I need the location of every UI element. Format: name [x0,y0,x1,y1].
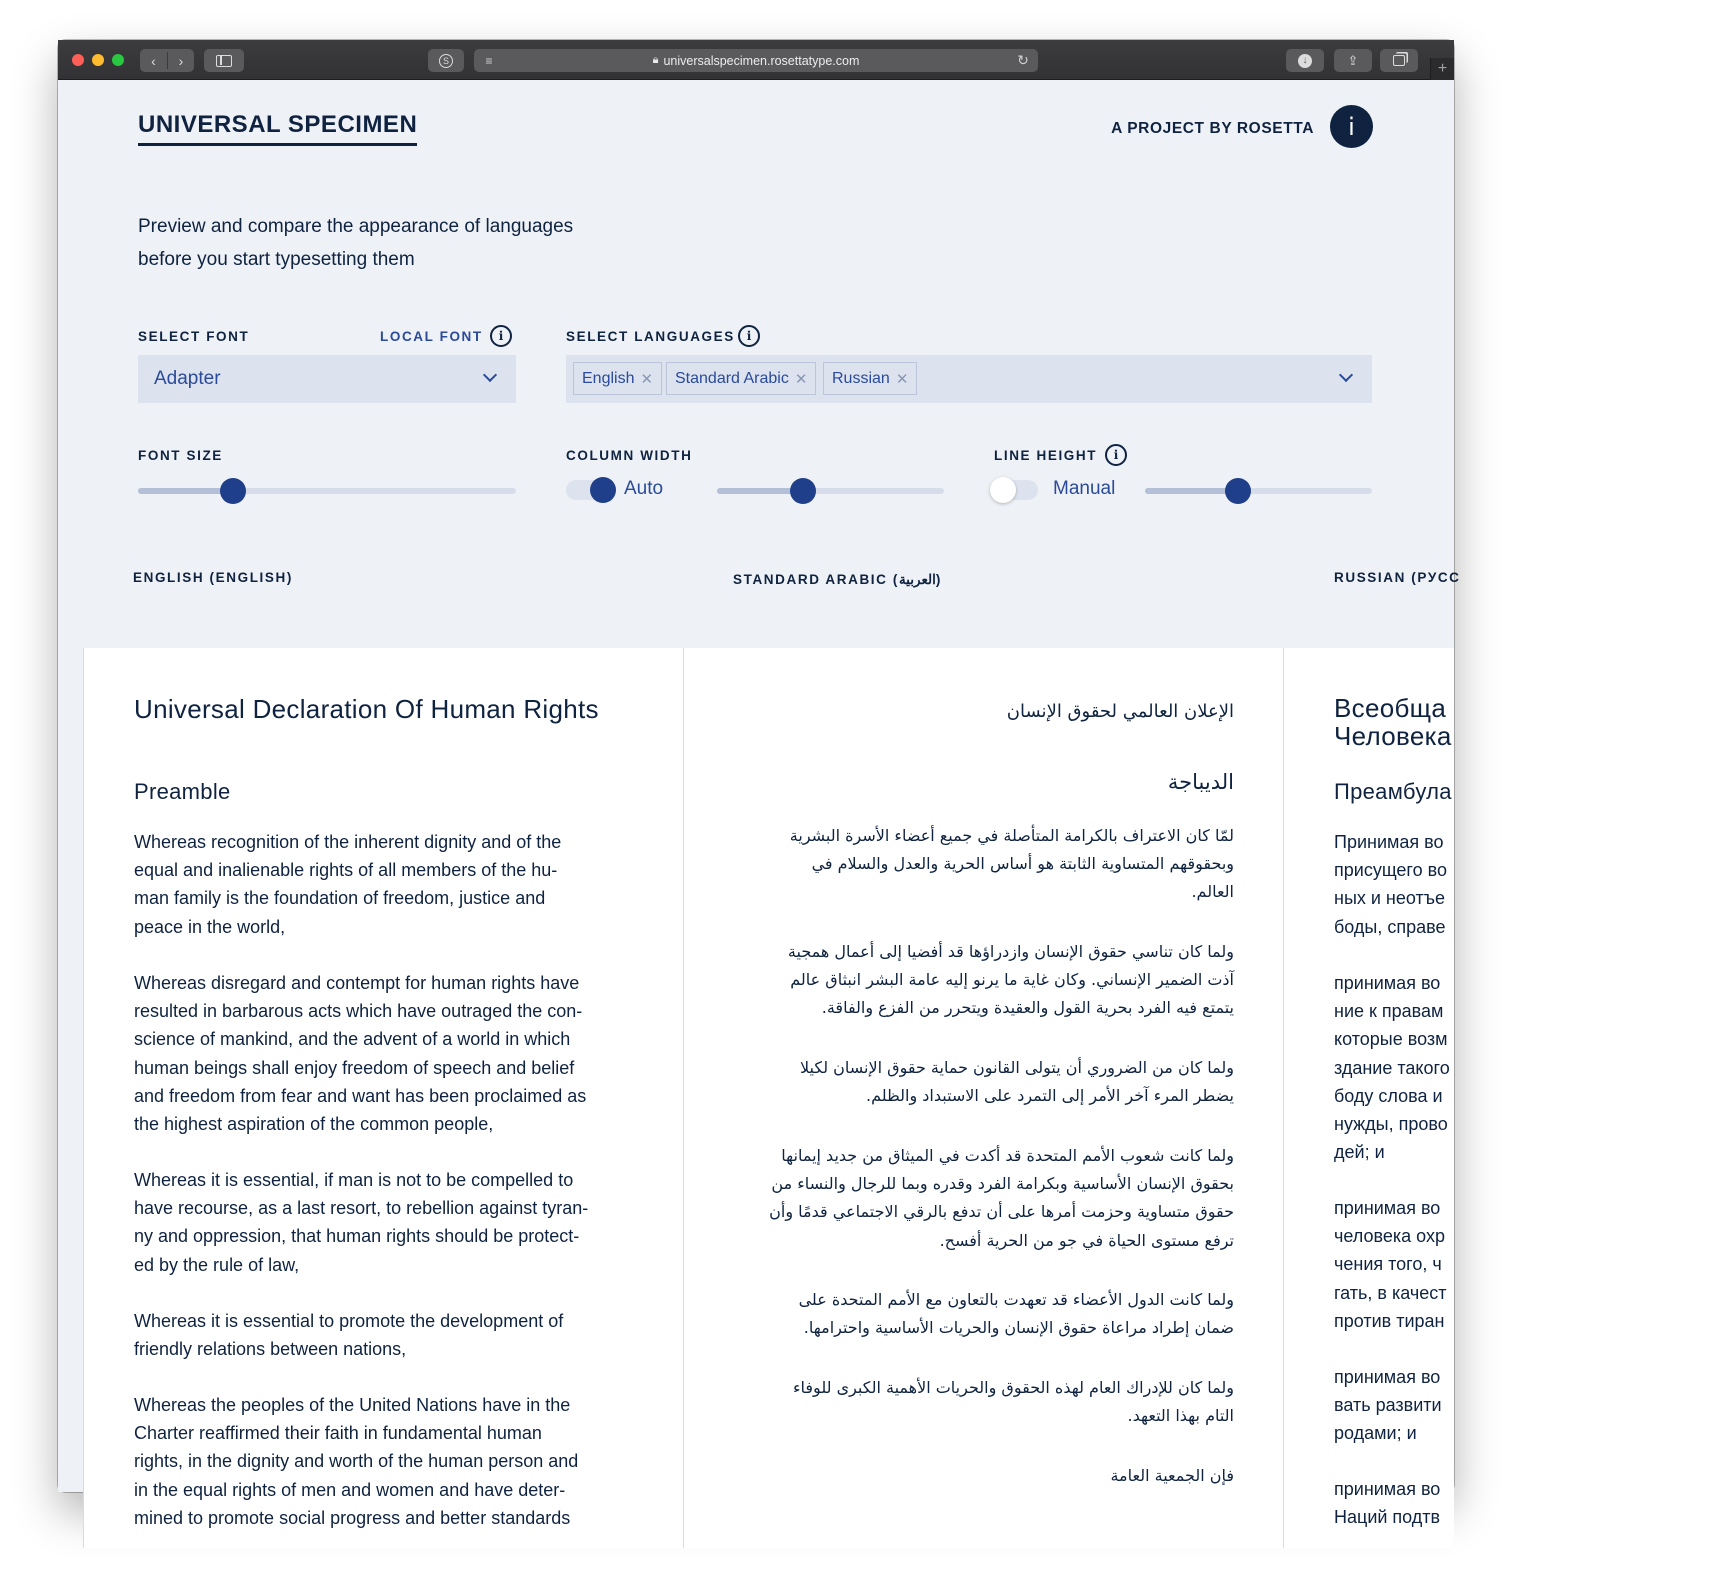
select-font-label: SELECT FONT [138,329,250,344]
toggle-knob [590,477,616,503]
column-width-label: COLUMN WIDTH [566,448,693,463]
paragraph: فإن الجمعية العامة [1110,1466,1234,1485]
paragraph: Whereas it is essential to promote the development of friendly relations between nations, [134,1311,564,1360]
column-width-slider-handle[interactable] [790,478,816,504]
column-width-auto-toggle[interactable] [566,480,610,500]
about-info-button[interactable]: i [1330,105,1373,148]
paragraph: لمّا كان الاعتراف بالكرامة المتأصلة في جميع أعضاء الأسرة البشرية وبحقوقهم المتساوية الثابتة هو أساس الحرية والعدل والسلام في العالم. [789,826,1234,902]
tabs-icon [1393,55,1405,66]
reload-icon[interactable]: ↻ [1017,52,1029,68]
line-height-mode: Manual [1053,478,1116,499]
close-window-button[interactable] [72,54,84,66]
document-title [1334,694,1452,750]
line-height-slider-handle[interactable] [1225,478,1251,504]
download-icon: ↓ [1298,54,1312,68]
document-title: الإعلان العالمي لحقوق الإنسان [1006,701,1234,722]
local-font-link[interactable]: LOCAL FONT [380,329,483,344]
paragraph: ولما كان من الضروري أن يتولى القانون حماية حقوق الإنسان لكيلا يضطر المرء آخر الأمر إلى التمرد على الاستبداد والظلم. [799,1058,1234,1106]
minimize-window-button[interactable] [92,54,104,66]
font-size-slider[interactable] [138,488,516,494]
intro-line-2: before you start typesetting them [138,249,415,270]
paragraph: ولما كان تناسي حقوق الإنسان وازدراؤها قد أفضيا إلى أعمال همجية آذت الضمير الإنساني. وكان غاية ما يرنو إليه عامة البشر انبثاق عالم يتمتع فيه الفرد بحرية القول والعقيدة ويتحرر من الفزع والفاقة. [787,942,1234,1018]
column-heading-english: ENGLISH (ENGLISH) [133,570,293,585]
column-width-mode: Auto [624,478,664,499]
line-height-label: LINE HEIGHT [994,448,1098,463]
paragraph: ولما كانت شعوب الأمم المتحدة قد أكدت في الميثاق من جديد إيمانها بحقوق الإنسان الأساسية وبكرامة الفرد وقدره وبما للرجال والنساء من حقوق متساوية وحزمت أمرها على أن تدفع بالرقي الاجتماعي قدمًا وأن ترفع مستوى الحياة في جو من الحرية أفسح. [769,1146,1234,1250]
chevron-down-icon [483,368,497,382]
browser-toolbar [58,40,1454,80]
paragraph: Whereas the peoples of the United Nations have in the Charter reaffirmed their faith in fundamental human rights, in the dignity and worth of the human person and in the equal rights of men and women and have deter- mined to promote social progress and better standards [134,1395,579,1528]
font-size-slider-fill [138,488,233,494]
document-title-line: Человека [1334,721,1452,751]
downloads-button[interactable] [1286,49,1324,72]
select-languages-label: SELECT LANGUAGES [566,329,735,344]
extension-s-icon: S [439,54,453,68]
paragraph: ولما كانت الدول الأعضاء قد تعهدت بالتعاون مع الأمم المتحدة على ضمان إطراد مراعاة حقوق الإنسان والحريات الأساسية واحترامها. [798,1290,1234,1338]
line-height-manual-toggle[interactable] [994,480,1038,500]
language-chip-russian[interactable] [823,362,917,395]
language-chip-label: English [582,369,635,387]
zoom-window-button[interactable] [112,54,124,66]
new-tab-button[interactable] [1430,58,1454,80]
font-select[interactable] [138,355,516,403]
russian-column [1283,648,1454,1548]
remove-chip-icon[interactable]: ✕ [895,370,909,388]
local-font-info-icon[interactable]: i [490,325,512,347]
paragraph: Whereas it is essential, if man is not to be compelled to have recourse, as a last resort, to rebellion against tyran- ny and oppression, that human rights should be protect- ed by the rule of law, [134,1170,589,1275]
site-logo[interactable]: UNIVERSAL SPECIMEN [138,111,417,146]
browser-window [58,40,1461,1528]
column-heading-arabic: STANDARD ARABIC (العربية) [733,572,942,587]
font-select-value: Adapter [154,368,221,389]
arabic-column [683,648,1283,1548]
paragraph: Whereas recognition of the inherent dignity and of the equal and inalienable rights of all members of the hu- man family is the foundation of freedom, justice and peace in the world, [134,832,562,937]
share-button[interactable] [1334,49,1372,72]
paragraph: принимая во ние к правам которые возм здание такого боду слова и нужды, прово дей; и [1334,973,1450,1163]
paragraph: принимая во вать развити родами; и [1334,1367,1442,1444]
forward-arrow-icon[interactable]: › [178,52,184,69]
english-column [83,648,683,1548]
share-icon: ⇪ [1347,52,1359,68]
toggle-knob [990,477,1016,503]
back-arrow-icon[interactable]: ‹ [151,52,156,69]
sidebar-toggle-button[interactable] [204,49,244,72]
remove-chip-icon[interactable]: ✕ [794,370,808,388]
sidebar-icon [216,55,232,67]
languages-select[interactable] [566,355,1372,403]
languages-info-icon[interactable]: i [738,325,760,347]
language-chip-standard-arabic[interactable] [666,362,816,395]
document-title: Universal Declaration Of Human Rights [134,694,599,724]
paragraph: Whereas disregard and contempt for human rights have resulted in barbarous acts which have outraged the con- science of mankind, and the advent of a world in which human beings shall enjoy freedom of speech and belief and freedom from fear and want has been proclaimed as the highest aspiration of the common people, [134,973,587,1135]
plus-icon: + [1437,60,1448,77]
paragraph: принимая во человека охр чения того, ч гать, в качест против тиран [1334,1198,1447,1331]
language-chip-label: Russian [832,369,890,387]
language-chip-label: Standard Arabic [675,369,789,387]
paragraph: Принимая во присущего во ных и неотъе боды, справе [1334,832,1447,937]
font-size-label: FONT SIZE [138,448,223,463]
preamble-heading: الديباجة [1167,770,1234,794]
chevron-down-icon [1339,368,1353,382]
address-bar[interactable] [474,49,1038,72]
url-text: universalspecimen.rosettatype.com [663,53,860,68]
column-width-slider[interactable] [717,488,944,494]
line-height-slider[interactable] [1145,488,1372,494]
preamble-heading: Preamble [134,779,231,804]
back-forward-buttons [140,49,194,72]
project-link[interactable]: A PROJECT BY ROSETTA [1111,120,1314,137]
language-chip-english[interactable] [573,362,662,395]
line-height-info-icon[interactable]: i [1105,444,1127,466]
intro-text [138,210,638,276]
document-title-line: Всеобща [1334,693,1447,723]
tabs-overview-button[interactable] [1380,49,1418,72]
paragraph: принимая во Наций подтв [1334,1479,1441,1528]
page-content [58,80,1461,1528]
lock-icon: 🔒︎ [652,54,659,66]
column-heading-russian: RUSSIAN (РУСС [1334,570,1461,585]
reader-icon[interactable]: ≡ [485,53,493,68]
preamble-heading: Преамбула [1334,779,1452,804]
remove-chip-icon[interactable]: ✕ [640,370,654,388]
font-size-slider-handle[interactable] [220,478,246,504]
extension-button[interactable] [428,49,464,72]
intro-line-1: Preview and compare the appearance of languages [138,216,574,237]
paragraph: ولما كان للإدراك العام لهذه الحقوق والحريات الأهمية الكبرى للوفاء التام بهذا التعهد. [793,1378,1234,1426]
